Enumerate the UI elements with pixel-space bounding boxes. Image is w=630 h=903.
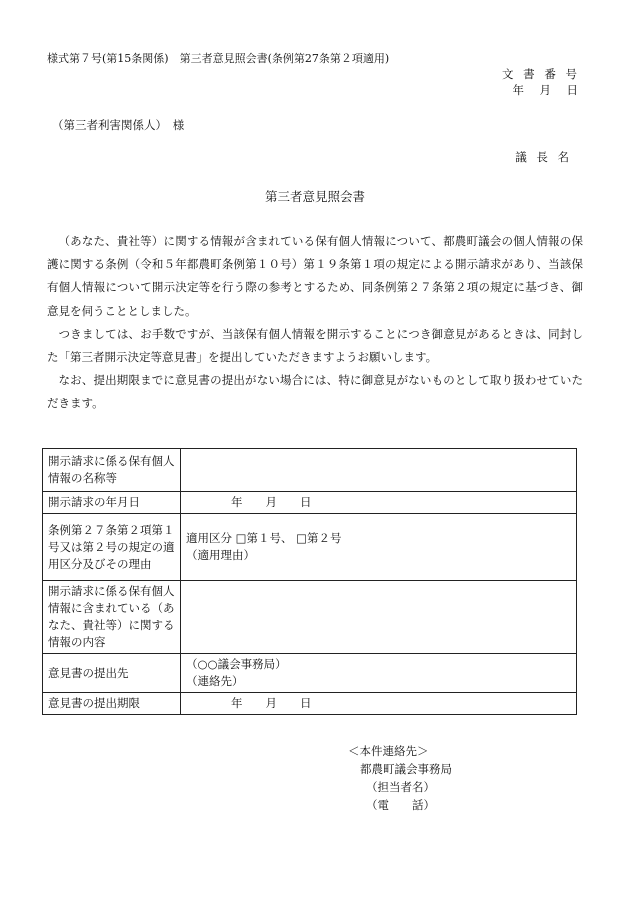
table-row	[43, 514, 577, 581]
category-options: 適用区分 □第１号、 □第２号	[186, 531, 342, 545]
table-row	[43, 492, 577, 514]
contact-heading: ＜本件連絡先＞	[348, 744, 429, 758]
body-paragraph-1: （あなた、貴社等）に関する情報が含まれている保有個人情報について、都農町議会の個人情報の保護に関する条例（令和５年都農町条例第１０号）第１９条第１項の規定による開示請求があり、当該保有個人情報について開示決定等を行う際の参考とするため、同条例第２７条第２項の規定に基づき、御意見を伺うこととしました。	[47, 234, 583, 318]
document-date: 年 月 日	[512, 83, 580, 97]
row-value-submit-to	[181, 654, 577, 693]
row-value-request-date: 年 月 日	[181, 492, 577, 514]
row-label-submit-to: 意見書の提出先	[43, 654, 181, 693]
contact-person: （担当者名）	[366, 780, 435, 794]
row-value-deadline: 年 月 日	[181, 693, 577, 715]
contact-phone: （電 話）	[366, 798, 435, 812]
contact-block	[348, 742, 452, 814]
table-row	[43, 581, 577, 654]
row-value-category	[181, 514, 577, 581]
table-row	[43, 693, 577, 715]
submit-office: （○○議会事務局）	[186, 657, 287, 671]
contact-office: 都農町議会事務局	[360, 762, 452, 776]
row-label-info-name: 開示請求に係る保有個人情報の名称等	[43, 449, 181, 492]
submit-contact: （連絡先）	[186, 674, 244, 688]
row-value-info-content	[181, 581, 577, 654]
row-label-deadline: 意見書の提出期限	[43, 693, 181, 715]
body-paragraph-2: つきましては、お手数ですが、当該保有個人情報を開示することにつき御意見があるときは、同封した「第三者開示決定等意見書」を提出していただきますようお願いします。	[47, 326, 583, 365]
recipient: （第三者利害関係人） 様	[52, 118, 185, 132]
table-row	[43, 449, 577, 492]
table-row	[43, 654, 577, 693]
row-label-request-date: 開示請求の年月日	[43, 492, 181, 514]
row-label-category: 条例第２７条第２項第１号又は第２号の規定の適用区分及びその理由	[43, 514, 181, 581]
document-body	[47, 230, 583, 416]
body-paragraph-3: なお、提出期限までに意見書の提出がない場合には、特に御意見がないものとして取り扱わせていただきます。	[47, 373, 583, 411]
category-reason: （適用理由）	[186, 548, 255, 562]
document-title: 第三者意見照会書	[264, 189, 365, 204]
chair-name: 議 長 名	[515, 150, 572, 164]
row-label-info-content: 開示請求に係る保有個人情報に含まれている（あなた、貴社等）に関する情報の内容	[43, 581, 181, 654]
document-number: 文 書 番 号	[502, 67, 580, 81]
info-table	[42, 448, 577, 715]
form-number: 様式第７号(第15条関係) 第三者意見照会書(条例第27条第２項適用)	[47, 52, 390, 65]
row-value-info-name	[181, 449, 577, 492]
